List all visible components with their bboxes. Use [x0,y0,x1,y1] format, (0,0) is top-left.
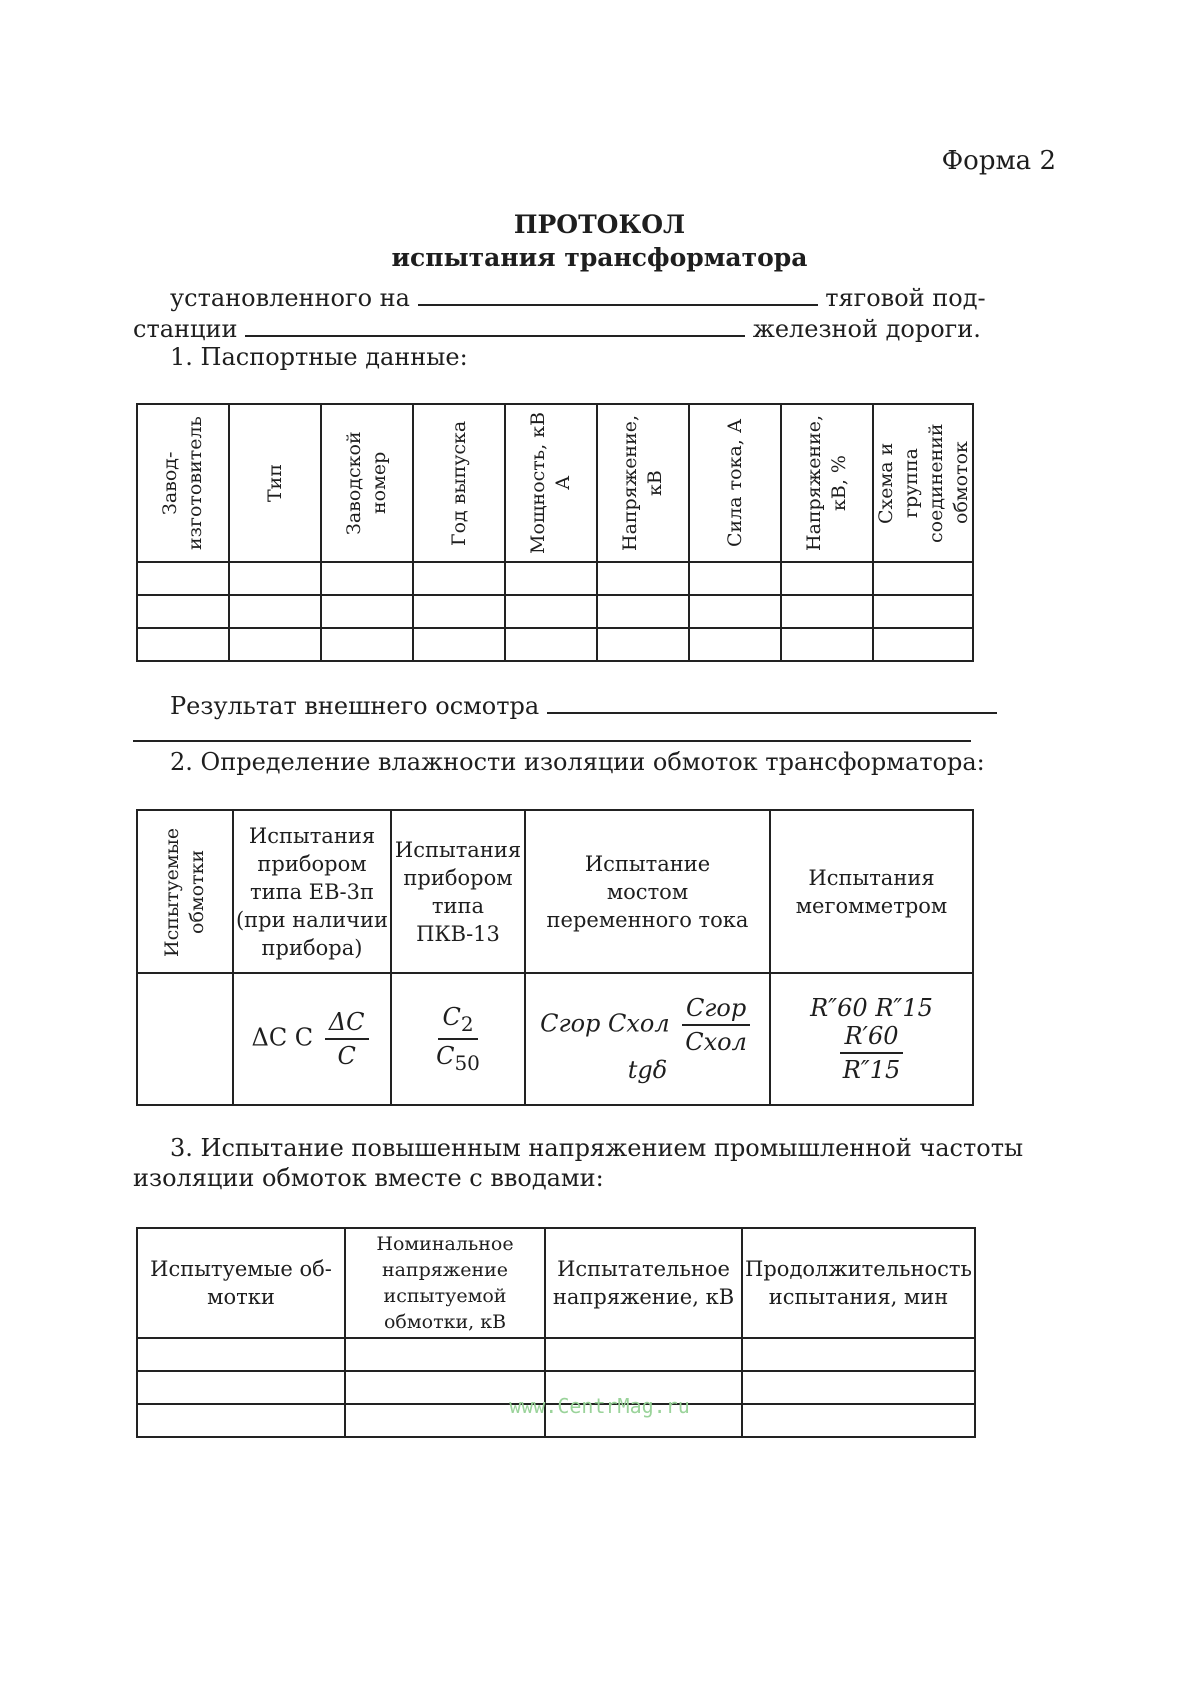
col-ev3p-test: Испытания прибором типа ЕВ-3п (при наличии прибора) [233,810,391,973]
intro-traction-substation: тяговой под- [825,284,986,312]
table-cell[interactable] [689,562,781,595]
intro-line-2 [133,313,981,343]
table-cell[interactable] [321,595,413,628]
col-type: Тип [229,404,321,562]
passport-data-table [136,403,974,662]
col-test-voltage: Испытательное напряжение, кВ [545,1228,742,1338]
table-cell[interactable] [137,628,229,661]
col-nominal-voltage: Номинальное напряжение испытуемой обмотки, кВ [345,1228,545,1338]
table-cell[interactable] [321,562,413,595]
hv-header-row [137,1228,975,1338]
section1-heading: 1. Паспортные данные: [170,343,468,371]
document-title: ПРОТОКОЛ [513,210,686,239]
inspection-label: Результат внешнего осмотра [170,692,540,720]
table-cell[interactable] [597,562,689,595]
table-cell[interactable] [137,595,229,628]
table-row [137,628,973,661]
table-cell[interactable] [229,595,321,628]
table-cell[interactable] [505,628,597,661]
table-row [137,595,973,628]
humidity-formula-row [137,973,973,1105]
table-cell[interactable] [873,562,973,595]
table-row [137,1338,975,1371]
col-voltage-percent: Напряжение, кВ, % [781,404,873,562]
form-label: Форма 2 [941,146,1056,176]
humidity-test-table [136,809,974,1106]
table-cell[interactable] [597,628,689,661]
formula-pkv13: $\frac{C_2}{C_{50}}$ [391,973,525,1105]
humidity-header-row [137,810,973,973]
inspection-result-field[interactable] [547,690,997,714]
section3-heading-line1: 3. Испытание повышенным напряжением промышленной частоты [170,1134,1024,1162]
document-subtitle: испытания трансформатора [391,243,808,272]
col-tested-windings: Испытуемые обмотки [137,810,233,973]
table-cell[interactable] [413,628,505,661]
inspection-line-2 [133,718,971,748]
table-cell[interactable] [137,1338,345,1371]
table-cell[interactable] [689,628,781,661]
formula-ev3p: ΔC C $\frac{\Delta C}{C}$ [233,973,391,1105]
table-cell[interactable] [781,628,873,661]
table-cell[interactable] [545,1338,742,1371]
table-cell[interactable] [229,562,321,595]
substation-name-field[interactable] [418,282,818,306]
table-cell[interactable] [413,562,505,595]
col-tested-windings-3: Испытуемые об-мотки [137,1228,345,1338]
intro-line-1 [170,282,986,312]
intro-railway: железной дороги. [752,315,981,343]
table-cell[interactable] [321,628,413,661]
col-pkv13-test: Испытания прибором типа ПКВ-13 [391,810,525,973]
formula-bridge: Cгор Cхол $\frac{\text{Cгор}}{\text{Cхол}}$ tgδ [525,973,770,1105]
col-manufacturer: Завод-изготовитель [137,404,229,562]
inspection-result-field-2[interactable] [133,718,971,742]
col-test-duration: Продолжительность испытания, мин [742,1228,975,1338]
table-cell[interactable] [597,595,689,628]
col-megger-test: Испытания мегомметром [770,810,973,973]
table-cell[interactable] [781,562,873,595]
table-cell[interactable] [873,595,973,628]
col-bridge-test: Испытание мостом переменного тока [525,810,770,973]
table-row [137,562,973,595]
passport-header-row [137,404,973,562]
table-cell[interactable] [781,595,873,628]
col-power: Мощность, кВ А [505,404,597,562]
intro-station: станции [133,315,238,343]
table-cell[interactable] [345,1338,545,1371]
table-cell[interactable] [137,562,229,595]
col-connection-scheme: Схема и группа соединений обмоток [873,404,973,562]
table-cell[interactable] [229,628,321,661]
table-cell[interactable] [873,628,973,661]
table-cell[interactable] [689,595,781,628]
formula-megger: R″60 R″15 $\frac{R'60}{R''15}$ [770,973,973,1105]
table-cell[interactable] [742,1338,975,1371]
watermark: www.CentrMag.ru [509,1394,690,1418]
section2-heading: 2. Определение влажности изоляции обмоток трансформатора: [170,748,985,776]
col-voltage: Напряжение, кВ [597,404,689,562]
col-year: Год выпуска [413,404,505,562]
table-cell[interactable] [505,562,597,595]
col-serial-number: Заводской номер [321,404,413,562]
table-cell[interactable] [413,595,505,628]
table-cell[interactable] [137,973,233,1105]
col-current: Сила тока, А [689,404,781,562]
table-cell[interactable] [505,595,597,628]
intro-installed-on: установленного на [170,284,410,312]
railway-name-field[interactable] [245,313,745,337]
inspection-line [170,690,997,720]
section3-heading-line2: изоляции обмоток вместе с вводами: [133,1164,604,1192]
